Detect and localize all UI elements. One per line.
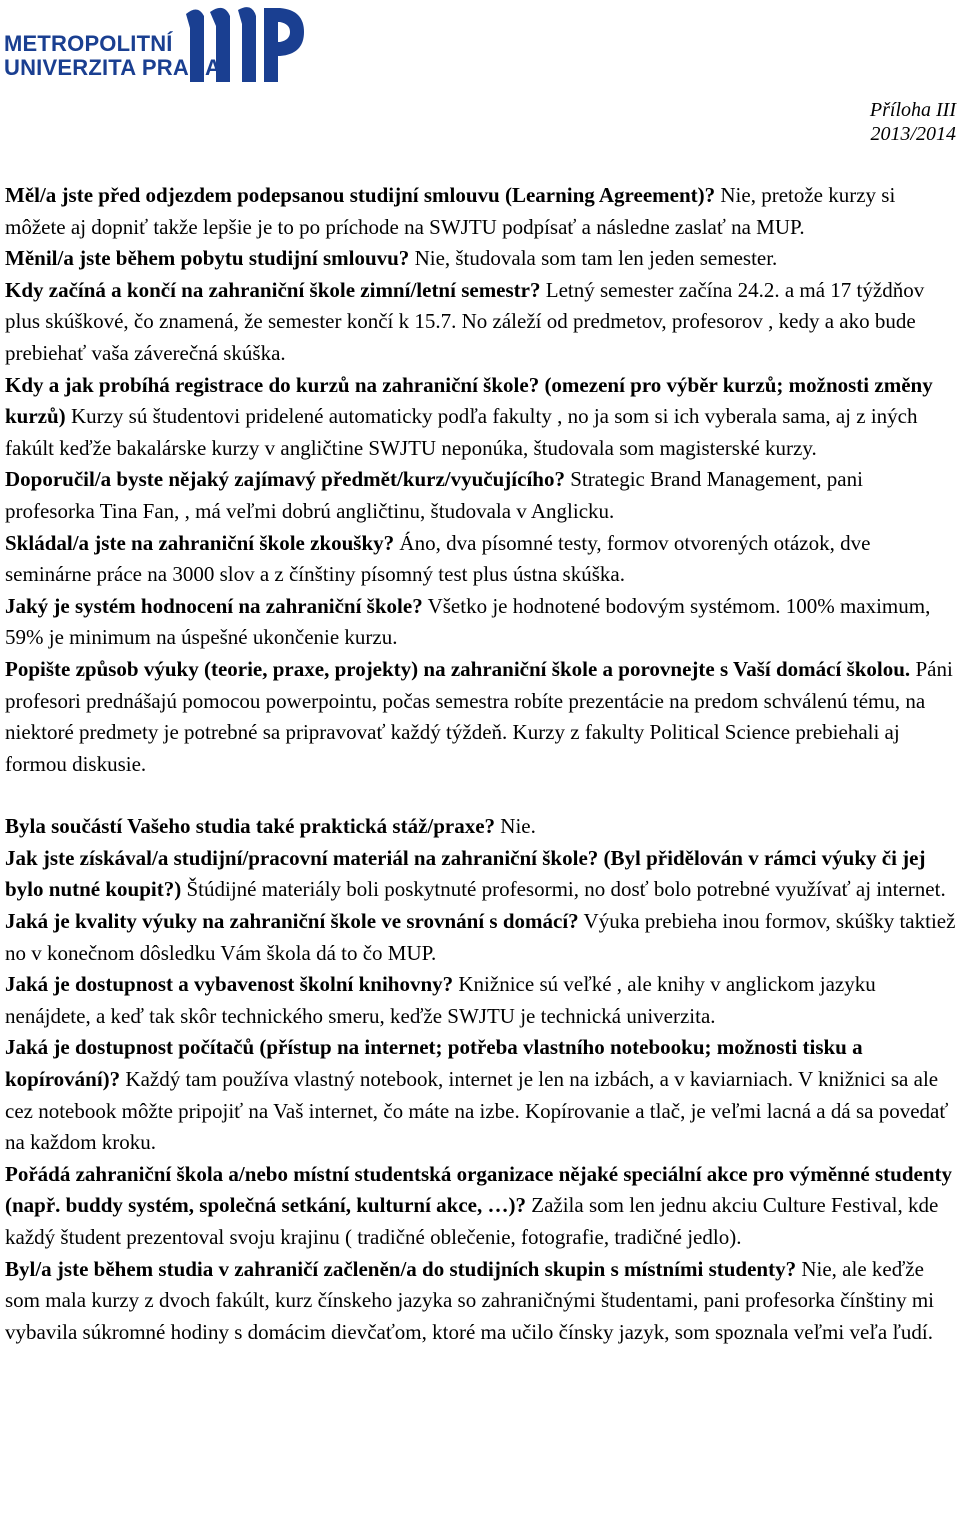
question: Skládal/a jste na zahraniční škole zkoušky? — [5, 530, 395, 555]
qa-item — [5, 528, 957, 591]
answer: Knižnice sú veľké , ale knihy v anglickom jazyku nenájdete, a keď tak skôr technického smeru, keďže SWJTU je technická univerzita. — [5, 972, 876, 1028]
question: Popište způsob výuky (teorie, praxe, projekty) na zahraniční škole a porovnejte s Vaší domácí školou. — [5, 656, 911, 681]
question: Byla součástí Vašeho studia také praktická stáž/praxe? — [5, 814, 496, 839]
answer: Páni profesori prednášajú pomocou powerpointu, počas semestra robíte prezentácie na predom schválenú tému, na niektoré predmety je potrebné sa pripravovať každý týždeň. Kurzy z fakulty Political Science prebiehali aj formou diskusie. — [5, 656, 953, 776]
logo-line-2: UNIVERZITA PRAHA — [4, 55, 222, 80]
answer: Strategic Brand Management, pani profesorka Tina Fan, , má veľmi dobrú angličtinu, študovala v Anglicku. — [5, 467, 863, 523]
questionnaire-body — [5, 180, 957, 1348]
question: Jaká je dostupnost počítačů (přístup na internet; potřeba vlastního notebooku; možnosti tisku a kopírování)? — [5, 1035, 863, 1092]
qa-item — [5, 1032, 957, 1158]
qa-item — [5, 906, 957, 969]
qa-item — [5, 811, 957, 843]
answer: Všetko je hodnotené bodovým systémom. 100% maximum, 59% je minimum na úspešné ukončenie kurzu. — [5, 593, 931, 650]
question: Doporučil/a byste nějaký zajímavý předmět/kurz/vyučujícího? — [5, 467, 565, 492]
answer: Letný semester začína 24.2. a má 17 týždňov plus skúškové, čo znamená, že semester končí k 15.7. No záleží od predmetov, profesorov , kedy a ako bude prebiehať vaša záverečná skúška. — [5, 277, 925, 365]
qa-item — [5, 1254, 957, 1349]
logo-line-1: METROPOLITNÍ — [4, 31, 173, 56]
answer: Nie, študovala som tam len jeden semester. — [409, 246, 778, 271]
question: Měnil/a jste během pobytu studijní smlouvu? — [5, 246, 410, 271]
question: Kdy a jak probíhá registrace do kurzů na zahraniční škole? (omezení pro výběr kurzů; možnosti změny kurzů) — [5, 372, 933, 429]
attachment-label: Příloha III — [869, 99, 956, 121]
question: Jaká je dostupnost a vybavenost školní knihovny? — [5, 972, 454, 997]
answer: Zažila som len jednu akciu Culture Festival, kde každý študent prezentoval svoju krajinu ( tradičné oblečenie, fotografie, tradičné jedlo). — [5, 1193, 939, 1249]
answer: Štúdijné materiály boli poskytnuté profesormi, no dosť bolo potrebné využívať aj internet. — [181, 877, 946, 902]
answer: Nie, ale keďže som mala kurzy z dvoch fakúlt, kurz čínskeho jazyka so zahraničnými študentami, pani profesorka čínštiny mi vybavila súkromné hodiny s domácim dievčaťom, ktoré ma učilo čínsky jazyk, som spoznala veľmi veľa ľudí. — [5, 1256, 934, 1344]
answer: Nie. — [495, 814, 536, 839]
answer: Každý tam používa vlastný notebook, internet je len na izbách, a v kaviarniach. V knižnici sa ale cez notebook môžte pripojiť na Vaš internet, čo máte na izbe. Kopírovanie a tlač, je veľmi lacná a dá sa povedať na každom kroku. — [5, 1067, 949, 1155]
qa-item — [5, 843, 957, 906]
question: Jak jste získával/a studijní/pracovní materiál na zahraniční škole? (Byl přidělován v rámci výuky či jej bylo nutné koupit?) — [5, 845, 926, 902]
question: Jaký je systém hodnocení na zahraniční škole? — [5, 593, 423, 618]
question: Byl/a jste během studia v zahraničí začleněn/a do studijních skupin s místními studenty? — [5, 1256, 797, 1281]
paragraph-gap — [5, 780, 957, 811]
document-header — [870, 98, 956, 146]
question: Měl/a jste před odjezdem podepsanou studijní smlouvu (Learning Agreement)? — [5, 183, 716, 207]
qa-item — [5, 464, 957, 527]
qa-item — [5, 654, 957, 780]
qa-item — [5, 370, 957, 465]
qa-item — [5, 969, 957, 1032]
answer: Výuka prebieha inou formov, skúšky taktiež no v konečnom dôsledku Vám škola dá to čo MUP. — [5, 909, 956, 965]
qa-item — [5, 591, 957, 654]
question: Kdy začíná a končí na zahraniční škole zimní/letní semestr? — [5, 277, 541, 302]
qa-item — [5, 275, 957, 370]
qa-item — [5, 243, 957, 275]
answer: Kurzy sú študentovi pridelené automaticky podľa fakulty , no ja som si ich vyberala sama, aj z iných fakúlt keďže bakalárske kurzy v angličtine SWJTU neponúka, študovala som magisterské kurzy. — [5, 404, 918, 460]
qa-item — [5, 1159, 957, 1254]
question: Pořádá zahraniční škola a/nebo místní studentská organizace nějaké speciální akce pro výměnné studenty (např. buddy systém, společná setkání, kulturní akce, …)? — [5, 1161, 952, 1218]
question: Jaká je kvality výuky na zahraniční škole ve srovnání s domácí? — [5, 909, 579, 934]
qa-item — [5, 180, 957, 243]
answer: Áno, dva písomné testy, formov otvorených otázok, dve seminárne práce na 3000 slov a z čínštiny písomný test plus ústna skúška. — [5, 530, 871, 587]
academic-year: 2013/2014 — [870, 123, 956, 145]
university-logo — [4, 2, 304, 86]
answer: Nie, pretože kurzy si môžete aj dopniť takže lepšie je to po príchode na SWJTU podpísať a následne zaslať na MUP. — [5, 183, 896, 239]
